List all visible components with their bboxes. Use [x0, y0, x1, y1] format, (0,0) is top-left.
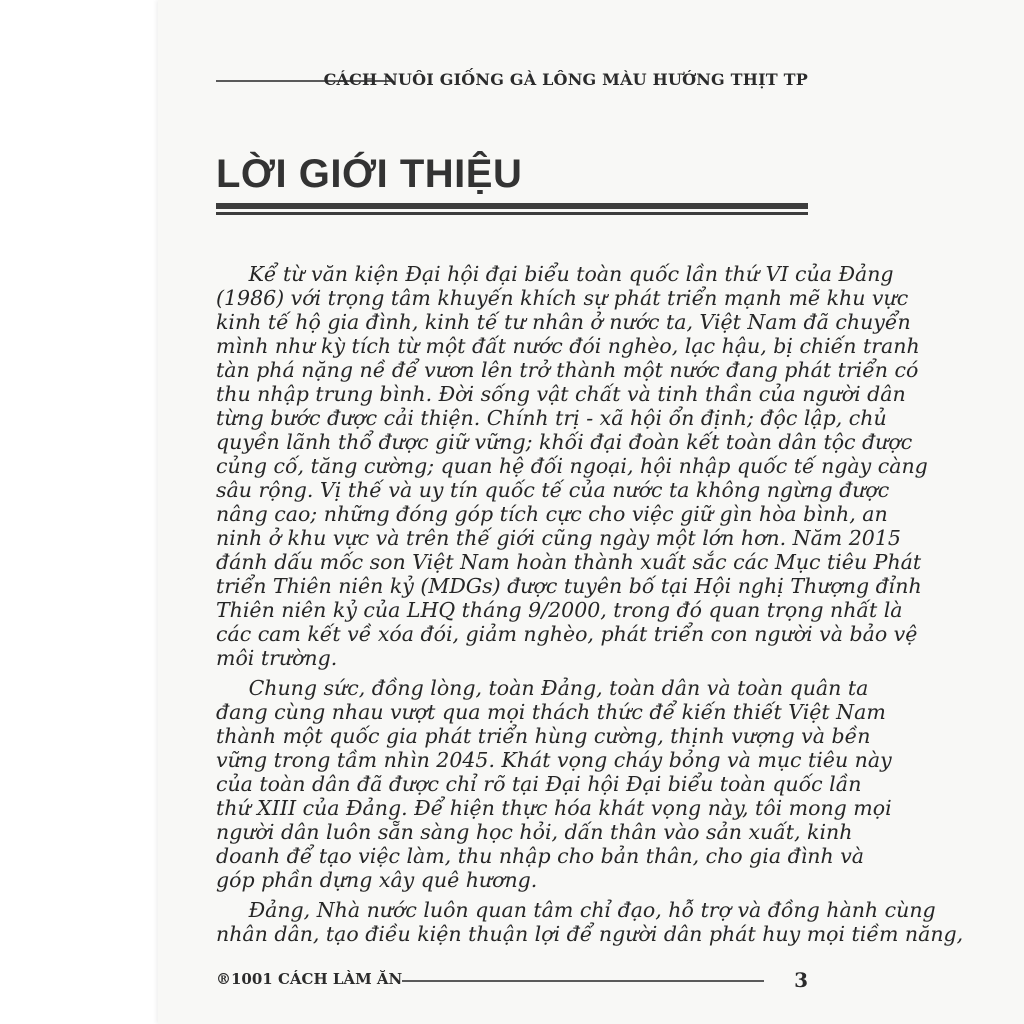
text-line: Chung sức, đồng lòng, toàn Đảng, toàn dân và toàn quân ta — [216, 676, 869, 700]
header-title: CÁCH NUÔI GIỐNG GÀ LÔNG MÀU HƯỚNG THỊT TP — [323, 70, 808, 89]
text-line: sâu rộng. Vị thế và uy tín quốc tế của nước ta không ngừng được — [216, 478, 890, 502]
text-line: triển Thiên niên kỷ (MDGs) được tuyên bố tại Hội nghị Thượng đỉnh — [216, 574, 922, 598]
text-line: ninh ở khu vực và trên thế giới cũng ngày một lớn hơn. Năm 2015 — [216, 526, 901, 550]
chapter-title: LỜI GIỚI THIỆU — [216, 152, 523, 196]
running-footer — [216, 970, 810, 994]
text-line: nhân dân, tạo điều kiện thuận lợi để người dân phát huy mọi tiềm năng, — [216, 922, 964, 946]
text-line: mình như kỳ tích từ một đất nước đói nghèo, lạc hậu, bị chiến tranh — [216, 334, 920, 358]
text-line: nâng cao; những đóng góp tích cực cho việc giữ gìn hòa bình, an — [216, 502, 888, 526]
text-line: của toàn dân đã được chỉ rõ tại Đại hội Đại biểu toàn quốc lần — [216, 772, 862, 796]
text-line: Đảng, Nhà nước luôn quan tâm chỉ đạo, hỗ trợ và đồng hành cùng — [216, 898, 936, 922]
paragraph — [216, 262, 928, 670]
text-line: thứ XIII của Đảng. Để hiện thực hóa khát vọng này, tôi mong mọi — [216, 796, 892, 820]
text-line: vững trong tầm nhìn 2045. Khát vọng cháy bỏng và mục tiêu này — [216, 748, 892, 772]
running-header — [216, 70, 808, 94]
text-line: các cam kết về xóa đói, giảm nghèo, phát triển con người và bảo vệ — [216, 622, 918, 646]
text-line: thu nhập trung bình. Đời sống vật chất và tinh thần của người dân — [216, 382, 906, 406]
text-line: góp phần dựng xây quê hương. — [216, 868, 538, 892]
text-line: (1986) với trọng tâm khuyến khích sự phát triển mạnh mẽ khu vực — [216, 286, 909, 310]
paragraph — [216, 898, 964, 946]
text-line: từng bước được cải thiện. Chính trị - xã hội ổn định; độc lập, chủ — [216, 406, 887, 430]
body-text — [216, 262, 964, 952]
text-line: Kể từ văn kiện Đại hội đại biểu toàn quốc lần thứ VI của Đảng — [216, 262, 894, 286]
text-line: môi trường. — [216, 646, 338, 670]
footer-rule — [402, 980, 764, 982]
text-line: tàn phá nặng nề để vươn lên trở thành một nước đang phát triển có — [216, 358, 919, 382]
text-line: thành một quốc gia phát triển hùng cường, thịnh vượng và bền — [216, 724, 871, 748]
text-line: doanh để tạo việc làm, thu nhập cho bản thân, cho gia đình và — [216, 844, 864, 868]
text-line: Thiên niên kỷ của LHQ tháng 9/2000, trong đó quan trọng nhất là — [216, 598, 903, 622]
footer-label: ®1001 CÁCH LÀM ĂN — [216, 970, 403, 988]
title-rule-thin — [216, 212, 808, 215]
page-number: 3 — [794, 968, 808, 992]
text-line: quyền lãnh thổ được giữ vững; khối đại đoàn kết toàn dân tộc được — [216, 430, 913, 454]
text-line: đánh dấu mốc son Việt Nam hoàn thành xuất sắc các Mục tiêu Phát — [216, 550, 922, 574]
text-line: đang cùng nhau vượt qua mọi thách thức để kiến thiết Việt Nam — [216, 700, 886, 724]
title-rule-thick — [216, 203, 808, 209]
text-line: kinh tế hộ gia đình, kinh tế tư nhân ở nước ta, Việt Nam đã chuyển — [216, 310, 911, 334]
text-line: củng cố, tăng cường; quan hệ đối ngoại, hội nhập quốc tế ngày càng — [216, 454, 928, 478]
paragraph — [216, 676, 892, 892]
text-line: người dân luôn sẵn sàng học hỏi, dấn thân vào sản xuất, kinh — [216, 820, 853, 844]
